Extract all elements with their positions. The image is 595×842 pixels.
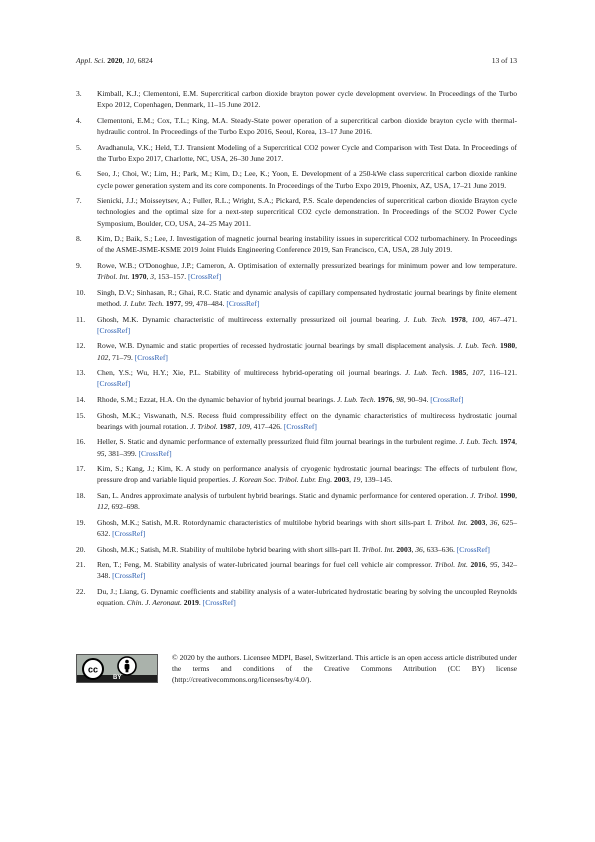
person-icon — [117, 656, 137, 676]
reference-volume: 100 — [471, 314, 483, 324]
reference-number: 6. — [76, 169, 82, 179]
reference-item: 18. San, L. Andres approximate analysis of turbulent hybrid bearings. Static and dynamic performance for centered operation. J. Tribol. 1990, 112, 692–698. — [76, 490, 518, 512]
reference-pages: , 417–426. — [249, 421, 282, 431]
reference-number: 22. — [76, 586, 86, 596]
reference-year: 2003 — [334, 475, 350, 485]
crossref-label[interactable]: CrossRef — [205, 598, 234, 608]
reference-volume: 102 — [97, 352, 109, 362]
reference-volume: 95 — [489, 560, 498, 570]
reference-text: San, L. Andres approximate analysis of turbulent hybrid bearings. Static and dynamic performance for centered operation. — [97, 490, 469, 500]
cc-by-badge[interactable] — [76, 654, 158, 683]
reference-item: 20. Ghosh, M.K.; Satish, M.R. Stability of multilobe hybrid bearing with short sills-part II. Tribol. Int. 2003, 36, 633–636. [CrossRef] — [76, 544, 490, 554]
crossref-label[interactable]: CrossRef — [228, 298, 257, 308]
reference-text: Kim, S.; Kang, J.; Kim, K. A study on performance analysis of cryogenic hydrostatic journal bearings: The effects of turbulent flow, pressure drop and variable liquid properties. — [97, 464, 517, 485]
reference-text: Sienicki, J.J.; Moisseytsev, A.; Fuller, R.L.; Wright, S.A.; Pickard, P.S. Scale dependencies of supercritical carbon dioxide Brayton cycle technologies and the optimal size for a next-step supercritical CO2 cycle demonstration. In Proceedings of the SCO2 Power Cycle Symposium, Boulder, CO, USA, 24–25 May 2011. — [97, 196, 517, 228]
reference-journal: Tribol. Int. — [361, 544, 395, 554]
reference-year: 2019 — [183, 598, 199, 608]
reference-number: 20. — [76, 544, 86, 554]
crossref-link[interactable]: [CrossRef] — [202, 598, 236, 608]
reference-item: 19. Ghosh, M.K.; Satish, M.R. Rotordynamic characteristics of multilobe hybrid bearings with short sills-part I. Tribol. Int. 2003, 36, 625–632. [CrossRef] — [76, 517, 518, 538]
reference-year: 1974 — [500, 437, 516, 447]
reference-text: Chen, Y.S.; Wu, H.Y.; Xie, P.L. Stability of multirecess hybrid-operating oil journal bearings. — [97, 368, 402, 378]
reference-text: Seo, J.; Choi, W.; Lim, H.; Park, M.; Kim, D.; Lee, K.; Yoon, E. Development of a 250-kWe class supercritical carbon dioxide rankine cycle power generation system and its core components. In Proceedings of the Turbo Expo 2019, Phoenix, AZ, USA, 17–21 June 2019. — [97, 169, 517, 190]
reference-number: 5. — [76, 142, 82, 152]
reference-number: 17. — [76, 464, 86, 474]
reference-journal: Tribol. Int. — [97, 272, 130, 282]
crossref-label[interactable]: CrossRef — [137, 352, 166, 362]
journal-year: 2020 — [107, 56, 123, 65]
reference-journal: J. Lub. Tech. — [404, 314, 447, 324]
reference-journal: J. Lub. Tech. — [336, 394, 376, 404]
reference-journal: J. Lub. Tech. — [457, 341, 498, 351]
cc-icon — [82, 658, 104, 680]
reference-text: Rowe, W.B. Dynamic and static properties of recessed hydrostatic journal bearings by small displacement analysis. — [97, 341, 455, 351]
crossref-label[interactable]: CrossRef — [114, 528, 143, 538]
reference-text: Ghosh, M.K.; Satish, M.R. Stability of multilobe hybrid bearing with short sills-part II. — [97, 544, 361, 554]
reference-journal: Chin. J. Aeronaut. — [126, 598, 182, 608]
reference-pages: , 116–121. — [483, 368, 518, 378]
reference-volume: 107 — [471, 368, 484, 378]
reference-pages: , 139–145. — [360, 475, 393, 485]
reference-pages: , 625–632. — [97, 517, 518, 538]
journal-citation: Appl. Sci. 2020, 10, 6824 — [76, 56, 153, 65]
license-text: © 2020 by the authors. Licensee MDPI, Basel, Switzerland. This article is an open access article distributed under the terms and conditions of the Creative Commons Attribution (CC BY) license (http://creativecommons.org/licenses/by/4.0/). — [172, 653, 517, 685]
reference-number: 8. — [76, 234, 82, 244]
svg-text:cc: cc — [87, 664, 99, 675]
reference-volume: 112 — [97, 502, 108, 512]
journal-volume: 10 — [126, 56, 134, 65]
reference-volume: 99 — [184, 298, 193, 308]
crossref-link[interactable]: [CrossRef] — [97, 379, 131, 389]
reference-text: Ghosh, M.K. Dynamic characteristic of multirecess externally pressurized oil journal bearing. — [97, 314, 401, 324]
reference-number: 3. — [76, 89, 82, 98]
reference-item: 17. Kim, S.; Kang, J.; Kim, K. A study on performance analysis of cryogenic hydrostatic journal bearings: The effects of turbulent flow, pressure drop and variable liquid properties. J. Korean Soc. Tribol. Lubr. Eng. 2003, 19, 139–145. — [76, 464, 517, 485]
license-block — [76, 652, 517, 696]
reference-number: 13. — [76, 368, 86, 378]
reference-text: Rhode, S.M.; Ezzat, H.A. On the dynamic behavior of hybrid journal bearings. — [97, 394, 336, 404]
badge-label: BY — [113, 675, 122, 681]
reference-pages: , 692–698. — [107, 502, 140, 512]
reference-journal: J. Lub. Tech. — [405, 368, 448, 378]
reference-year: 1980 — [500, 341, 516, 351]
reference-pages: , 467–471. — [482, 314, 518, 324]
reference-item — [76, 88, 517, 110]
reference-volume: 95 — [97, 448, 105, 458]
crossref-label[interactable]: CrossRef — [459, 544, 488, 554]
reference-item: 12. Rowe, W.B. Dynamic and static properties of recessed hydrostatic journal bearings by small displacement analysis. J. Lub. Tech. 1980, 102, 71–79. [CrossRef] — [76, 341, 518, 362]
reference-item: 11. Ghosh, M.K. Dynamic characteristic of multirecess externally pressurized oil journal bearing. J. Lub. Tech. 1978, 100, 467–471. [CrossRef] — [76, 314, 518, 335]
reference-pages: . — [198, 598, 201, 608]
reference-year: 1985 — [451, 368, 467, 378]
reference-pages: , 153–157. — [154, 272, 187, 282]
crossref-link[interactable]: [CrossRef] — [112, 528, 146, 538]
reference-year: 1987 — [219, 421, 235, 431]
reference-pages: , 633–636. — [422, 544, 455, 554]
reference-text: Singh, D.V.; Sinhasan, R.; Ghai, R.C. Static and dynamic analysis of capillary compensated hydrostatic journal bearings by finite element method. — [97, 287, 517, 308]
reference-item — [76, 142, 517, 164]
reference-number: 14. — [76, 394, 86, 404]
crossref-link[interactable]: [CrossRef] — [134, 352, 168, 362]
reference-text: Heller, S. Static and dynamic performance of externally pressurized fluid film journal bearings in the turbulent regime. — [97, 437, 458, 447]
crossref-label[interactable]: CrossRef — [190, 272, 219, 282]
page-number: 13 of 13 — [491, 56, 517, 65]
crossref-label[interactable]: CrossRef — [99, 379, 128, 389]
reference-number: 4. — [76, 115, 82, 125]
reference-pages: , 478–484. — [192, 298, 225, 308]
reference-journal: J. Tribol. — [470, 490, 498, 500]
crossref-link[interactable]: [CrossRef] — [138, 448, 172, 458]
crossref-link[interactable]: [CrossRef] — [97, 325, 131, 335]
reference-pages: , 342–348. — [97, 560, 518, 581]
reference-year: 1976 — [377, 394, 393, 404]
reference-number: 10. — [76, 287, 86, 297]
reference-year: 2003 — [470, 517, 486, 527]
reference-item — [76, 168, 517, 190]
reference-journal: J. Korean Soc. Tribol. Lubr. Eng. — [232, 475, 333, 485]
reference-number: 21. — [76, 560, 86, 570]
crossref-link[interactable]: [CrossRef] — [283, 421, 317, 431]
reference-year: 1978 — [450, 314, 466, 324]
crossref-link[interactable]: [CrossRef] — [226, 298, 260, 308]
reference-item — [76, 195, 517, 229]
crossref-link[interactable]: [CrossRef] — [112, 571, 146, 581]
reference-number: 19. — [76, 517, 86, 527]
reference-text: Avadhanula, V.K.; Held, T.J. Transient Modeling of a Supercritical CO2 power Cycle and Comparison with Test Data. In Proceedings of the Turbo Expo 2017, Charlotte, NC, USA, 26–30 June 2017. — [97, 142, 517, 163]
reference-item: 15. Ghosh, M.K.; Viswanath, N.S. Recess fluid compressibility effect on the dynamic characteristics of multirecess hydrostatic journal bearings with journal rotation. J. Tribol. 1987, 109, 417–426. [CrossRef] — [76, 410, 517, 431]
reference-year: 2016 — [470, 560, 486, 570]
crossref-link[interactable]: [CrossRef] — [430, 394, 464, 404]
reference-list — [76, 88, 517, 613]
reference-item: 16. Heller, S. Static and dynamic performance of externally pressurized fluid film journal bearings in the turbulent regime. J. Lub. Tech. 1974, 95, 381–399. [CrossRef] — [76, 437, 518, 458]
reference-item: 10. Singh, D.V.; Sinhasan, R.; Ghai, R.C. Static and dynamic analysis of capillary compensated hydrostatic journal bearings by finite element method. J. Lubr. Tech. 1977, 99, 478–484. [CrossRef] — [76, 287, 517, 308]
reference-item: 13. Chen, Y.S.; Wu, H.Y.; Xie, P.L. Stability of multirecess hybrid-operating oil journal bearings. J. Lub. Tech. 1985, 107, 116–121. [CrossRef] — [76, 368, 518, 389]
reference-journal: Tribol. Int. — [434, 517, 468, 527]
reference-text: Kimball, K.J.; Clementoni, E.M. Supercritical carbon dioxide brayton power cycle development overview. In Proceedings of the Turbo Expo 2012, Copenhagen, Denmark, 11–15 June 2012. — [97, 89, 517, 110]
reference-volume: 98 — [396, 394, 404, 404]
reference-number: 16. — [76, 437, 86, 447]
reference-volume: 36 — [415, 544, 423, 554]
reference-text: Rowe, W.B.; O'Donoghue, J.P.; Cameron, A. Optimisation of externally pressurized bearings for minimum power and low temperature. — [97, 260, 517, 270]
reference-journal: J. Lubr. Tech. — [123, 298, 165, 308]
reference-volume: 3 — [150, 272, 155, 282]
article-number: 6824 — [137, 56, 153, 65]
reference-pages: , 381–399. — [104, 448, 137, 458]
reference-number: 9. — [76, 260, 82, 270]
crossref-label[interactable]: CrossRef — [141, 448, 170, 458]
reference-year: 1990 — [500, 490, 516, 500]
crossref-label[interactable]: CrossRef — [432, 394, 461, 404]
reference-item: 14. Rhode, S.M.; Ezzat, H.A. On the dynamic behavior of hybrid journal bearings. J. Lub. Tech. 1976, 98, 90–94. [CrossRef] — [76, 394, 464, 404]
reference-number: 18. — [76, 490, 86, 500]
reference-text: Clementoni, E.M.; Cox, T.L.; King, M.A. Steady-State power operation of a supercritical carbon dioxide brayton cycle with thermal-hydraulic control. In Proceedings of the Turbo Expo 2016, Seoul, Korea, 13–17 June 2016. — [97, 115, 517, 136]
reference-pages: , 71–79. — [108, 352, 133, 362]
reference-year: 2003 — [396, 544, 412, 554]
running-header — [76, 56, 517, 68]
reference-volume: 36 — [489, 517, 498, 527]
reference-text: Ghosh, M.K.; Viswanath, N.S. Recess fluid compressibility effect on the dynamic characteristics of multirecess hydrostatic journal bearings with journal rotation. — [97, 410, 517, 431]
reference-item — [76, 586, 517, 608]
reference-text: Ren, T.; Feng, M. Stability analysis of water-lubricated journal bearings for fuel cell vehicle air compressor. — [97, 560, 433, 570]
journal-name: Appl. Sci. — [76, 56, 106, 65]
reference-pages: , 90–94. — [403, 394, 429, 404]
reference-text: Kim, D.; Baik, S.; Lee, J. Investigation of magnetic journal bearing instability issues in supercritical CO2 turbomachinery. In Proceedings of the ASME-JSME-KSME 2019 Joint Fluids Engineering Conference 2019, San Francisco, CA, USA, 28 July 2019. — [97, 234, 517, 255]
reference-number: 11. — [76, 314, 86, 324]
reference-number: 15. — [76, 410, 86, 420]
reference-journal: J. Lub. Tech. — [459, 437, 499, 447]
reference-number: 12. — [76, 341, 86, 351]
reference-item — [76, 115, 517, 137]
reference-text: Du, J.; Liang, G. Dynamic coefficients and stability analysis of a water-lubricated hydrostatic bearing by solving the uncoupled Reynolds equation. — [97, 586, 517, 608]
reference-text: Ghosh, M.K.; Satish, M.R. Rotordynamic characteristics of multilobe hybrid bearings with short sills-part I. — [97, 517, 432, 527]
crossref-link[interactable]: [CrossRef] — [456, 544, 490, 554]
crossref-label[interactable]: CrossRef — [286, 421, 315, 431]
reference-volume: 19 — [352, 475, 361, 485]
reference-journal: Tribol. Int. — [434, 560, 468, 570]
crossref-label[interactable]: CrossRef — [99, 325, 128, 335]
reference-item — [76, 233, 517, 255]
crossref-label[interactable]: CrossRef — [114, 571, 143, 581]
reference-journal: J. Tribol. — [190, 421, 218, 431]
reference-number: 7. — [76, 196, 82, 206]
crossref-link[interactable]: [CrossRef] — [188, 272, 222, 282]
reference-item: 21. Ren, T.; Feng, M. Stability analysis of water-lubricated journal bearings for fuel cell vehicle air compressor. Tribol. Int. 2016, 95, 342–348. [CrossRef] — [76, 560, 518, 581]
reference-volume: 109 — [238, 421, 250, 431]
reference-item: 9. Rowe, W.B.; O'Donoghue, J.P.; Cameron, A. Optimisation of externally pressurized bearings for minimum power and low temperature. Tribol. Int. 1970, 3, 153–157. [CrossRef] — [76, 260, 517, 282]
reference-year: 1977 — [165, 298, 182, 308]
reference-year: 1970 — [131, 272, 147, 282]
